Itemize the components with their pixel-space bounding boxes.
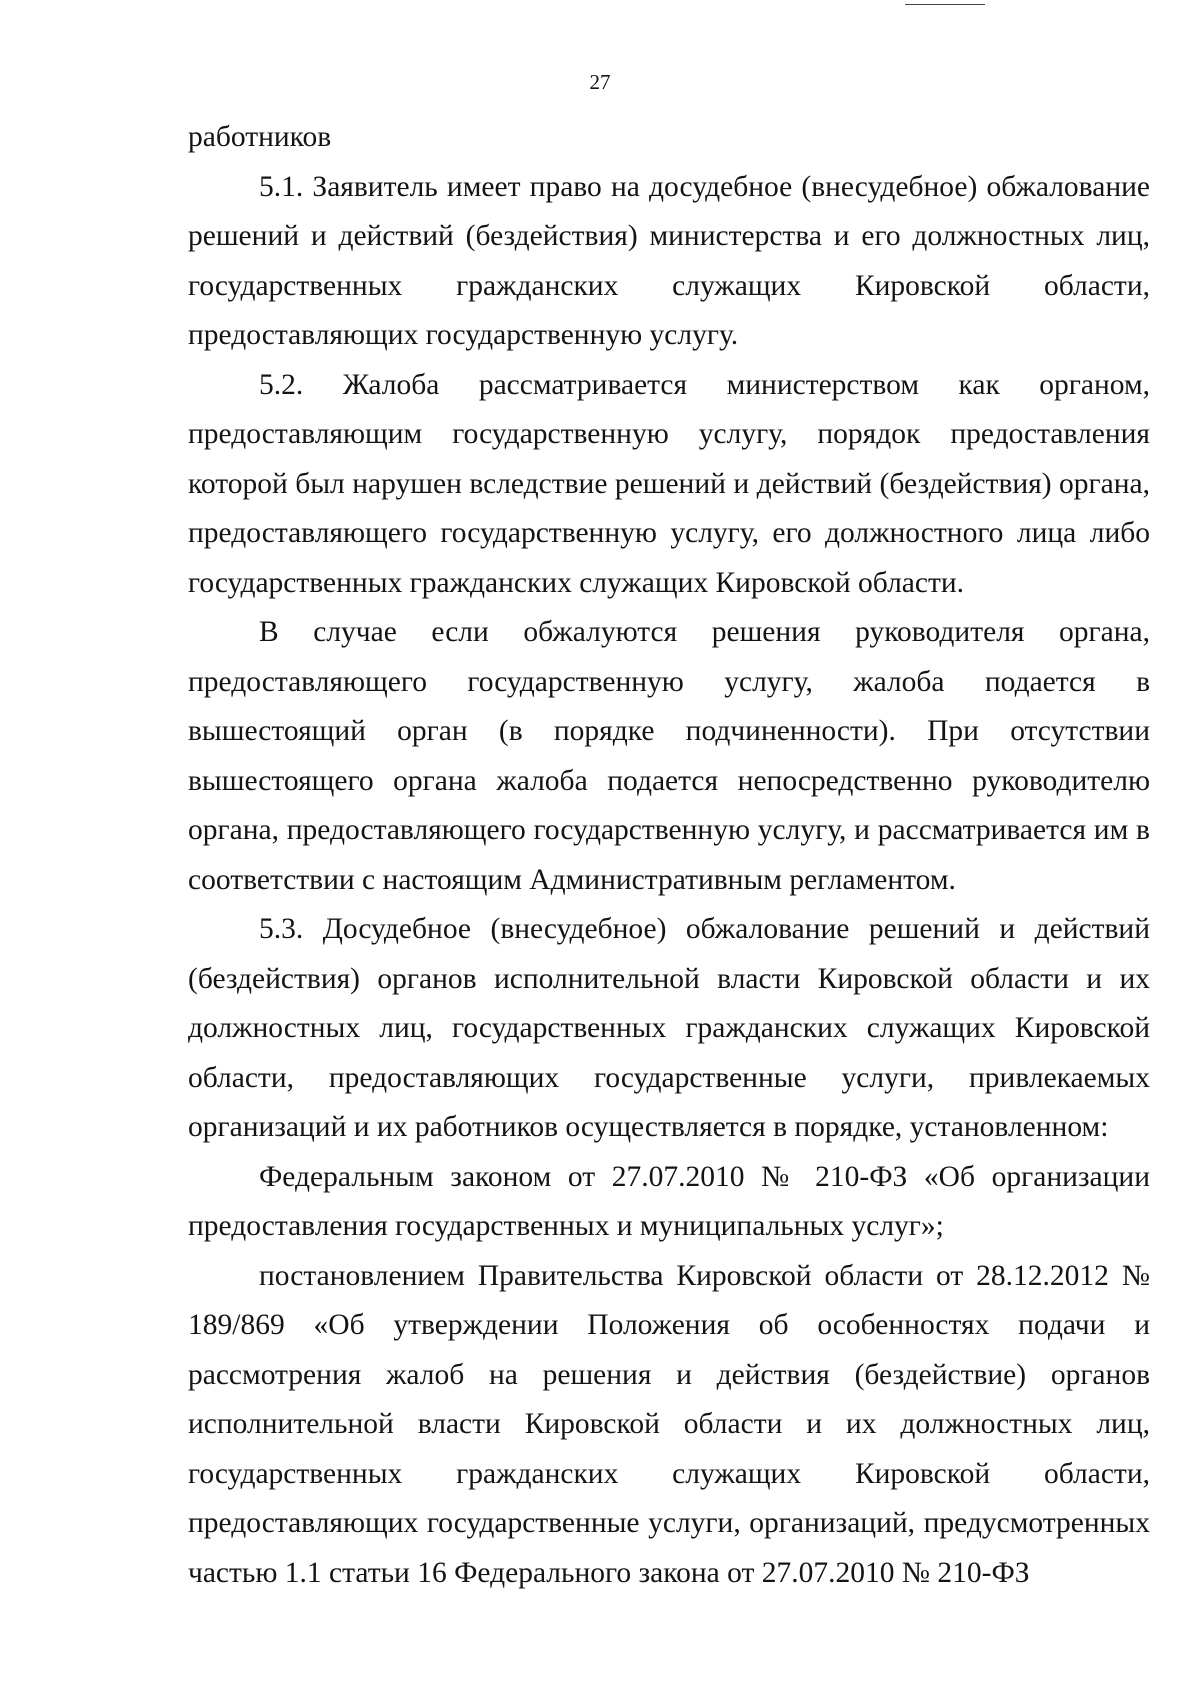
paragraph-continuation: работников: [188, 121, 332, 153]
paragraph-5-3: 5.3. Досудебное (внесудебное) обжалование решений и действий (бездействия) органов исполнительной власти Кировской области и их должностных лиц, государственных гражданских служащих Кировской области, предоставляющих государственные услуги, привлекаемых организаций и их работников осуществляется в порядке, установленном:: [188, 913, 1150, 1143]
paragraph-government-resolution: постановлением Правительства Кировской области от 28.12.2012 № 189/869 «Об утверждении Положения об особенностях подачи и рассмотрения жалоб на решения и действия (бездействие) органов исполнительной власти Кировской области и их должностных лиц, государственных гражданских служащих Кировской области, предоставляющих государственные услуги, организаций, предусмотренных частью 1.1 статьи 16 Федерального закона от 27.07.2010 № 210-ФЗ: [188, 1259, 1150, 1589]
paragraph-5-1: 5.1. Заявитель имеет право на досудебное (внесудебное) обжалование решений и действий (бездействия) министерства и его должностных лиц, государственных гражданских служащих Кировской области, предоставляющих государственную услугу.: [188, 170, 1150, 351]
document-body: [188, 113, 1150, 1598]
paragraph-appeal-superior: В случае если обжалуются решения руководителя органа, предоставляющего государственную услугу, жалоба подается в вышестоящий орган (в порядке подчиненности). При отсутствии вышестоящего органа жалоба подается непосредственно руководителю органа, предоставляющего государственную услугу, и рассматривается им в соответствии с настоящим Административным регламентом.: [188, 616, 1150, 896]
page-number: 27: [589, 70, 611, 94]
paragraph-5-2: 5.2. Жалоба рассматривается министерством как органом, предоставляющим государственную услугу, порядок предоставления которой был нарушен вследствие решений и действий (бездействия) органа, предоставляющего государственную услугу, его должностного лица либо государственных гражданских служащих Кировской области.: [188, 368, 1150, 599]
scan-artifact-top: [905, 4, 985, 5]
paragraph-federal-law: Федеральным законом от 27.07.2010 № 210-ФЗ «Об организации предоставления государственных и муниципальных услуг»;: [188, 1160, 1150, 1242]
